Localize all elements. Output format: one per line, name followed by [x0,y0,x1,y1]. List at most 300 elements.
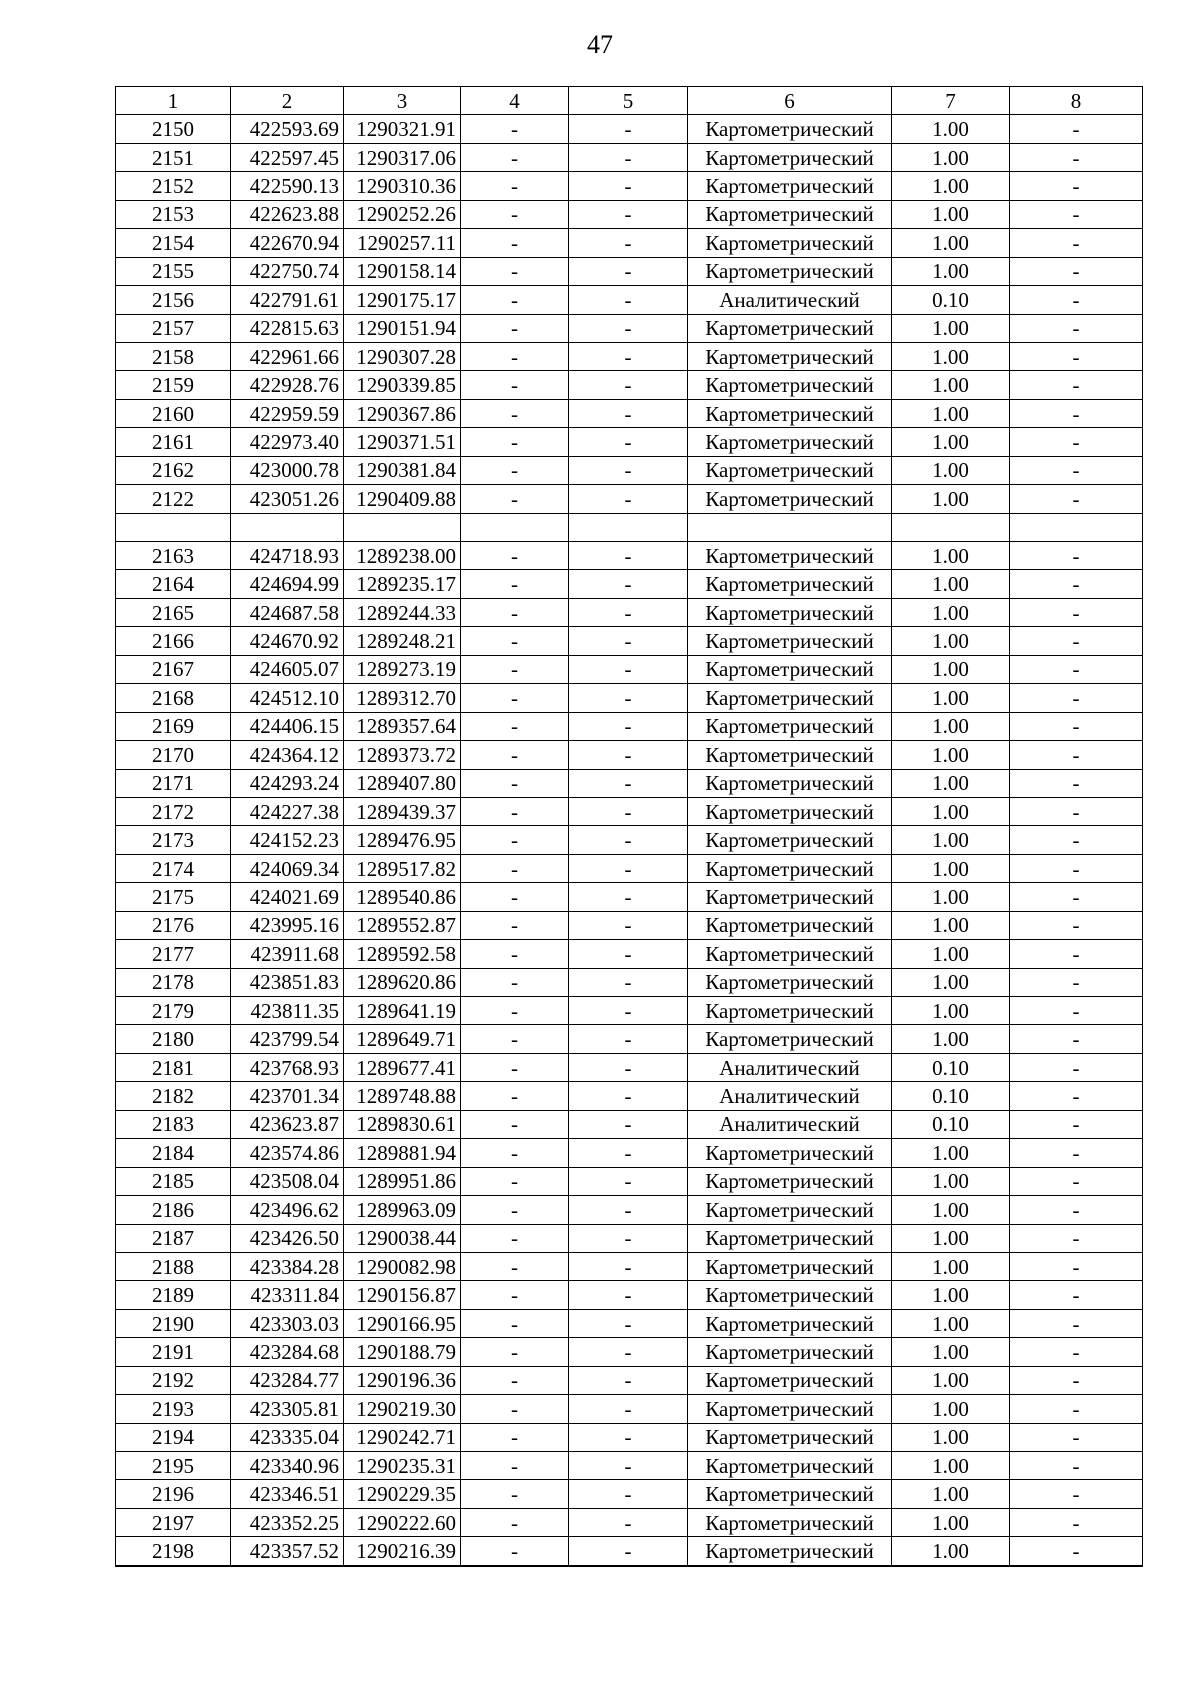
cell-y-coordinate: 1289439.37 [344,797,461,825]
table-row [116,940,1143,968]
cell-x-coordinate: 422593.69 [231,115,344,143]
cell-y-coordinate: 1290229.35 [344,1480,461,1508]
cell-col-5: - [569,286,688,314]
cell-y-coordinate: 1289540.86 [344,883,461,911]
cell-col-4: - [461,854,569,882]
cell-method: Картометрический [688,712,892,740]
cell-col-8: - [1010,1167,1143,1195]
cell-col-8: - [1010,968,1143,996]
table-row [116,627,1143,655]
cell-method: Картометрический [688,826,892,854]
cell-col-8: - [1010,883,1143,911]
cell-col-4 [461,513,569,541]
cell-col-4: - [461,1167,569,1195]
column-header-5: 5 [569,87,688,115]
cell-point-number [116,513,231,541]
cell-point-number: 2176 [116,911,231,939]
header-row [116,87,1143,115]
cell-x-coordinate: 423426.50 [231,1224,344,1252]
cell-accuracy: 1.00 [892,1395,1010,1423]
cell-col-5: - [569,1281,688,1309]
cell-col-8: - [1010,399,1143,427]
cell-y-coordinate: 1289641.19 [344,997,461,1025]
cell-accuracy: 1.00 [892,997,1010,1025]
cell-y-coordinate: 1290151.94 [344,314,461,342]
cell-accuracy: 1.00 [892,911,1010,939]
cell-x-coordinate: 424512.10 [231,684,344,712]
cell-accuracy: 1.00 [892,485,1010,513]
cell-point-number: 2177 [116,940,231,968]
cell-method: Картометрический [688,428,892,456]
cell-x-coordinate: 422670.94 [231,229,344,257]
cell-col-4: - [461,1508,569,1536]
cell-method: Картометрический [688,968,892,996]
cell-accuracy: 1.00 [892,627,1010,655]
cell-col-8: - [1010,286,1143,314]
cell-x-coordinate: 424687.58 [231,598,344,626]
cell-accuracy: 0.10 [892,1110,1010,1138]
cell-col-5: - [569,940,688,968]
table-row [116,883,1143,911]
cell-col-8: - [1010,797,1143,825]
cell-accuracy: 1.00 [892,200,1010,228]
table-row [116,1167,1143,1195]
cell-x-coordinate: 423000.78 [231,456,344,484]
cell-col-5: - [569,1309,688,1337]
cell-method: Картометрический [688,1139,892,1167]
cell-col-4: - [461,172,569,200]
cell-method: Картометрический [688,314,892,342]
cell-col-5: - [569,968,688,996]
cell-method: Картометрический [688,741,892,769]
cell-point-number: 2167 [116,655,231,683]
cell-x-coordinate: 424069.34 [231,854,344,882]
cell-col-8: - [1010,655,1143,683]
table-row [116,1281,1143,1309]
cell-x-coordinate: 424152.23 [231,826,344,854]
cell-accuracy: 1.00 [892,655,1010,683]
cell-point-number: 2194 [116,1423,231,1451]
cell-col-4: - [461,1395,569,1423]
cell-y-coordinate: 1290175.17 [344,286,461,314]
cell-col-4: - [461,229,569,257]
cell-point-number: 2174 [116,854,231,882]
cell-col-5: - [569,1224,688,1252]
cell-col-5: - [569,1423,688,1451]
cell-col-4: - [461,940,569,968]
cell-point-number: 2122 [116,485,231,513]
cell-col-4: - [461,371,569,399]
cell-y-coordinate: 1290188.79 [344,1338,461,1366]
cell-x-coordinate: 423346.51 [231,1480,344,1508]
cell-y-coordinate: 1290038.44 [344,1224,461,1252]
table-row [116,513,1143,541]
cell-col-8: - [1010,542,1143,570]
table-row [116,1139,1143,1167]
cell-accuracy: 1.00 [892,854,1010,882]
cell-col-5: - [569,1338,688,1366]
cell-method: Картометрический [688,143,892,171]
cell-x-coordinate: 423352.25 [231,1508,344,1536]
cell-method: Аналитический [688,1110,892,1138]
cell-y-coordinate: 1289830.61 [344,1110,461,1138]
table-row [116,428,1143,456]
cell-x-coordinate: 422815.63 [231,314,344,342]
table-row [116,1423,1143,1451]
cell-y-coordinate [344,513,461,541]
cell-method: Картометрический [688,542,892,570]
cell-x-coordinate: 423496.62 [231,1196,344,1224]
cell-accuracy: 1.00 [892,1338,1010,1366]
cell-col-8: - [1010,826,1143,854]
cell-y-coordinate: 1290371.51 [344,428,461,456]
cell-col-4: - [461,1025,569,1053]
cell-x-coordinate: 424364.12 [231,741,344,769]
cell-x-coordinate: 423384.28 [231,1252,344,1280]
cell-col-4: - [461,456,569,484]
table-row [116,1252,1143,1280]
cell-col-5: - [569,1395,688,1423]
cell-accuracy: 1.00 [892,172,1010,200]
table-row [116,769,1143,797]
table-row [116,172,1143,200]
table-row [116,1224,1143,1252]
cell-col-4: - [461,968,569,996]
cell-col-4: - [461,570,569,598]
cell-method: Картометрический [688,598,892,626]
cell-point-number: 2152 [116,172,231,200]
cell-col-8: - [1010,997,1143,1025]
cell-accuracy: 1.00 [892,542,1010,570]
cell-col-8: - [1010,854,1143,882]
cell-col-5: - [569,1366,688,1394]
cell-point-number: 2162 [116,456,231,484]
cell-accuracy: 1.00 [892,1224,1010,1252]
cell-x-coordinate: 423303.03 [231,1309,344,1337]
cell-point-number: 2155 [116,257,231,285]
cell-col-8: - [1010,911,1143,939]
cell-point-number: 2190 [116,1309,231,1337]
cell-x-coordinate: 423851.83 [231,968,344,996]
table-row [116,342,1143,370]
cell-accuracy: 1.00 [892,1309,1010,1337]
cell-method: Картометрический [688,200,892,228]
cell-y-coordinate: 1290310.36 [344,172,461,200]
cell-point-number: 2172 [116,797,231,825]
cell-col-4: - [461,997,569,1025]
cell-y-coordinate: 1290317.06 [344,143,461,171]
cell-y-coordinate: 1289552.87 [344,911,461,939]
cell-col-8: - [1010,741,1143,769]
cell-col-4: - [461,1252,569,1280]
cell-x-coordinate: 424670.92 [231,627,344,655]
cell-point-number: 2150 [116,115,231,143]
cell-point-number: 2163 [116,542,231,570]
cell-y-coordinate: 1290166.95 [344,1309,461,1337]
cell-accuracy: 1.00 [892,1452,1010,1480]
cell-point-number: 2164 [116,570,231,598]
cell-col-5: - [569,314,688,342]
cell-col-5: - [569,1053,688,1081]
table-body [116,115,1143,1566]
cell-method: Картометрический [688,1423,892,1451]
cell-col-5: - [569,1167,688,1195]
cell-y-coordinate: 1290222.60 [344,1508,461,1536]
cell-y-coordinate: 1289238.00 [344,542,461,570]
cell-col-5: - [569,1139,688,1167]
cell-point-number: 2166 [116,627,231,655]
cell-col-5: - [569,371,688,399]
cell-accuracy: 0.10 [892,1053,1010,1081]
cell-col-8: - [1010,627,1143,655]
cell-accuracy: 1.00 [892,456,1010,484]
cell-accuracy: 1.00 [892,968,1010,996]
cell-col-5: - [569,143,688,171]
cell-col-5: - [569,712,688,740]
cell-y-coordinate: 1290409.88 [344,485,461,513]
cell-method: Картометрический [688,655,892,683]
cell-point-number: 2195 [116,1452,231,1480]
cell-method: Картометрический [688,172,892,200]
cell-col-5: - [569,1480,688,1508]
table-row [116,684,1143,712]
cell-method: Картометрический [688,1025,892,1053]
cell-y-coordinate: 1290257.11 [344,229,461,257]
cell-point-number: 2186 [116,1196,231,1224]
table-row [116,1309,1143,1337]
cell-point-number: 2160 [116,399,231,427]
cell-method: Картометрический [688,229,892,257]
cell-method: Картометрический [688,1537,892,1566]
cell-col-5: - [569,570,688,598]
cell-col-8: - [1010,1452,1143,1480]
cell-col-4: - [461,286,569,314]
cell-col-4: - [461,200,569,228]
cell-point-number: 2154 [116,229,231,257]
table-row [116,456,1143,484]
cell-x-coordinate: 424605.07 [231,655,344,683]
cell-method: Картометрический [688,1338,892,1366]
cell-y-coordinate: 1290381.84 [344,456,461,484]
cell-accuracy: 1.00 [892,342,1010,370]
cell-x-coordinate: 422590.13 [231,172,344,200]
cell-col-5: - [569,1110,688,1138]
cell-col-8: - [1010,200,1143,228]
cell-accuracy: 1.00 [892,1537,1010,1566]
cell-col-8: - [1010,1053,1143,1081]
cell-point-number: 2175 [116,883,231,911]
table-row [116,314,1143,342]
cell-col-4: - [461,627,569,655]
cell-col-4: - [461,1281,569,1309]
cell-x-coordinate: 422973.40 [231,428,344,456]
cell-method: Картометрический [688,115,892,143]
cell-accuracy: 1.00 [892,712,1010,740]
cell-y-coordinate: 1290235.31 [344,1452,461,1480]
cell-method: Картометрический [688,797,892,825]
cell-y-coordinate: 1289592.58 [344,940,461,968]
cell-y-coordinate: 1290082.98 [344,1252,461,1280]
cell-col-8: - [1010,769,1143,797]
cell-col-8: - [1010,1139,1143,1167]
cell-accuracy: 1.00 [892,940,1010,968]
cell-col-4: - [461,655,569,683]
cell-col-8: - [1010,1537,1143,1566]
cell-accuracy: 1.00 [892,1508,1010,1536]
column-header-3: 3 [344,87,461,115]
cell-method: Картометрический [688,1281,892,1309]
cell-col-4: - [461,542,569,570]
table-row [116,1452,1143,1480]
cell-col-8: - [1010,314,1143,342]
cell-y-coordinate: 1289476.95 [344,826,461,854]
cell-y-coordinate: 1289235.17 [344,570,461,598]
cell-col-5: - [569,655,688,683]
cell-point-number: 2170 [116,741,231,769]
cell-y-coordinate: 1289620.86 [344,968,461,996]
cell-x-coordinate [231,513,344,541]
cell-method: Картометрический [688,257,892,285]
cell-y-coordinate: 1290339.85 [344,371,461,399]
cell-col-5: - [569,997,688,1025]
cell-col-4: - [461,598,569,626]
cell-point-number: 2183 [116,1110,231,1138]
cell-accuracy: 1.00 [892,314,1010,342]
cell-y-coordinate: 1289312.70 [344,684,461,712]
table-row [116,1508,1143,1536]
cell-col-8: - [1010,684,1143,712]
cell-x-coordinate: 423799.54 [231,1025,344,1053]
cell-col-8: - [1010,1366,1143,1394]
cell-x-coordinate: 424694.99 [231,570,344,598]
cell-col-8: - [1010,1224,1143,1252]
cell-x-coordinate: 423768.93 [231,1053,344,1081]
table-row [116,485,1143,513]
cell-method [688,513,892,541]
cell-x-coordinate: 424718.93 [231,542,344,570]
cell-x-coordinate: 422959.59 [231,399,344,427]
cell-accuracy: 1.00 [892,741,1010,769]
cell-x-coordinate: 424227.38 [231,797,344,825]
page-number: 47 [587,30,613,59]
cell-col-8: - [1010,371,1143,399]
cell-point-number: 2151 [116,143,231,171]
table-row [116,655,1143,683]
cell-accuracy: 1.00 [892,570,1010,598]
table-row [116,143,1143,171]
cell-col-8: - [1010,115,1143,143]
cell-method: Картометрический [688,769,892,797]
cell-point-number: 2181 [116,1053,231,1081]
cell-accuracy: 1.00 [892,1139,1010,1167]
cell-col-5: - [569,911,688,939]
table-row [116,1366,1143,1394]
cell-col-8: - [1010,1309,1143,1337]
coordinates-table [115,86,1143,1567]
column-header-6: 6 [688,87,892,115]
cell-x-coordinate: 422750.74 [231,257,344,285]
cell-col-8: - [1010,1082,1143,1110]
cell-col-4: - [461,797,569,825]
cell-method: Аналитический [688,1082,892,1110]
cell-col-4: - [461,911,569,939]
cell-x-coordinate: 423311.84 [231,1281,344,1309]
table-row [116,1480,1143,1508]
table-row [116,826,1143,854]
cell-y-coordinate: 1290367.86 [344,399,461,427]
cell-x-coordinate: 423284.77 [231,1366,344,1394]
table-row [116,1537,1143,1566]
cell-col-4: - [461,684,569,712]
cell-col-8: - [1010,1338,1143,1366]
cell-col-8: - [1010,712,1143,740]
cell-point-number: 2193 [116,1395,231,1423]
cell-accuracy: 0.10 [892,1082,1010,1110]
cell-x-coordinate: 423574.86 [231,1139,344,1167]
cell-method: Картометрический [688,1480,892,1508]
cell-y-coordinate: 1290196.36 [344,1366,461,1394]
cell-col-5: - [569,1196,688,1224]
cell-col-8: - [1010,428,1143,456]
cell-col-5: - [569,598,688,626]
cell-y-coordinate: 1289407.80 [344,769,461,797]
cell-col-8 [1010,513,1143,541]
cell-accuracy: 1.00 [892,1281,1010,1309]
table-row [116,1025,1143,1053]
cell-accuracy: 1.00 [892,115,1010,143]
cell-col-8: - [1010,342,1143,370]
table-row [116,997,1143,1025]
cell-method: Картометрический [688,627,892,655]
cell-accuracy: 1.00 [892,1423,1010,1451]
cell-col-4: - [461,1224,569,1252]
cell-accuracy: 1.00 [892,257,1010,285]
table-row [116,1338,1143,1366]
cell-accuracy [892,513,1010,541]
cell-method: Картометрический [688,1196,892,1224]
cell-col-4: - [461,257,569,285]
cell-col-4: - [461,1110,569,1138]
cell-method: Картометрический [688,570,892,598]
cell-col-4: - [461,826,569,854]
cell-method: Аналитический [688,1053,892,1081]
cell-point-number: 2196 [116,1480,231,1508]
cell-y-coordinate: 1290219.30 [344,1395,461,1423]
cell-y-coordinate: 1289881.94 [344,1139,461,1167]
cell-col-8: - [1010,1110,1143,1138]
column-header-1: 1 [116,87,231,115]
table-row [116,570,1143,598]
cell-method: Картометрический [688,371,892,399]
cell-method: Картометрический [688,684,892,712]
cell-accuracy: 1.00 [892,1252,1010,1280]
cell-col-8: - [1010,1281,1143,1309]
cell-method: Аналитический [688,286,892,314]
cell-x-coordinate: 423051.26 [231,485,344,513]
cell-col-5: - [569,1025,688,1053]
table-row [116,286,1143,314]
cell-col-4: - [461,1480,569,1508]
cell-y-coordinate: 1289963.09 [344,1196,461,1224]
table-header [116,87,1143,115]
cell-col-4: - [461,712,569,740]
cell-point-number: 2153 [116,200,231,228]
cell-x-coordinate: 423340.96 [231,1452,344,1480]
cell-col-4: - [461,1082,569,1110]
cell-col-5: - [569,257,688,285]
cell-point-number: 2189 [116,1281,231,1309]
cell-col-5: - [569,229,688,257]
